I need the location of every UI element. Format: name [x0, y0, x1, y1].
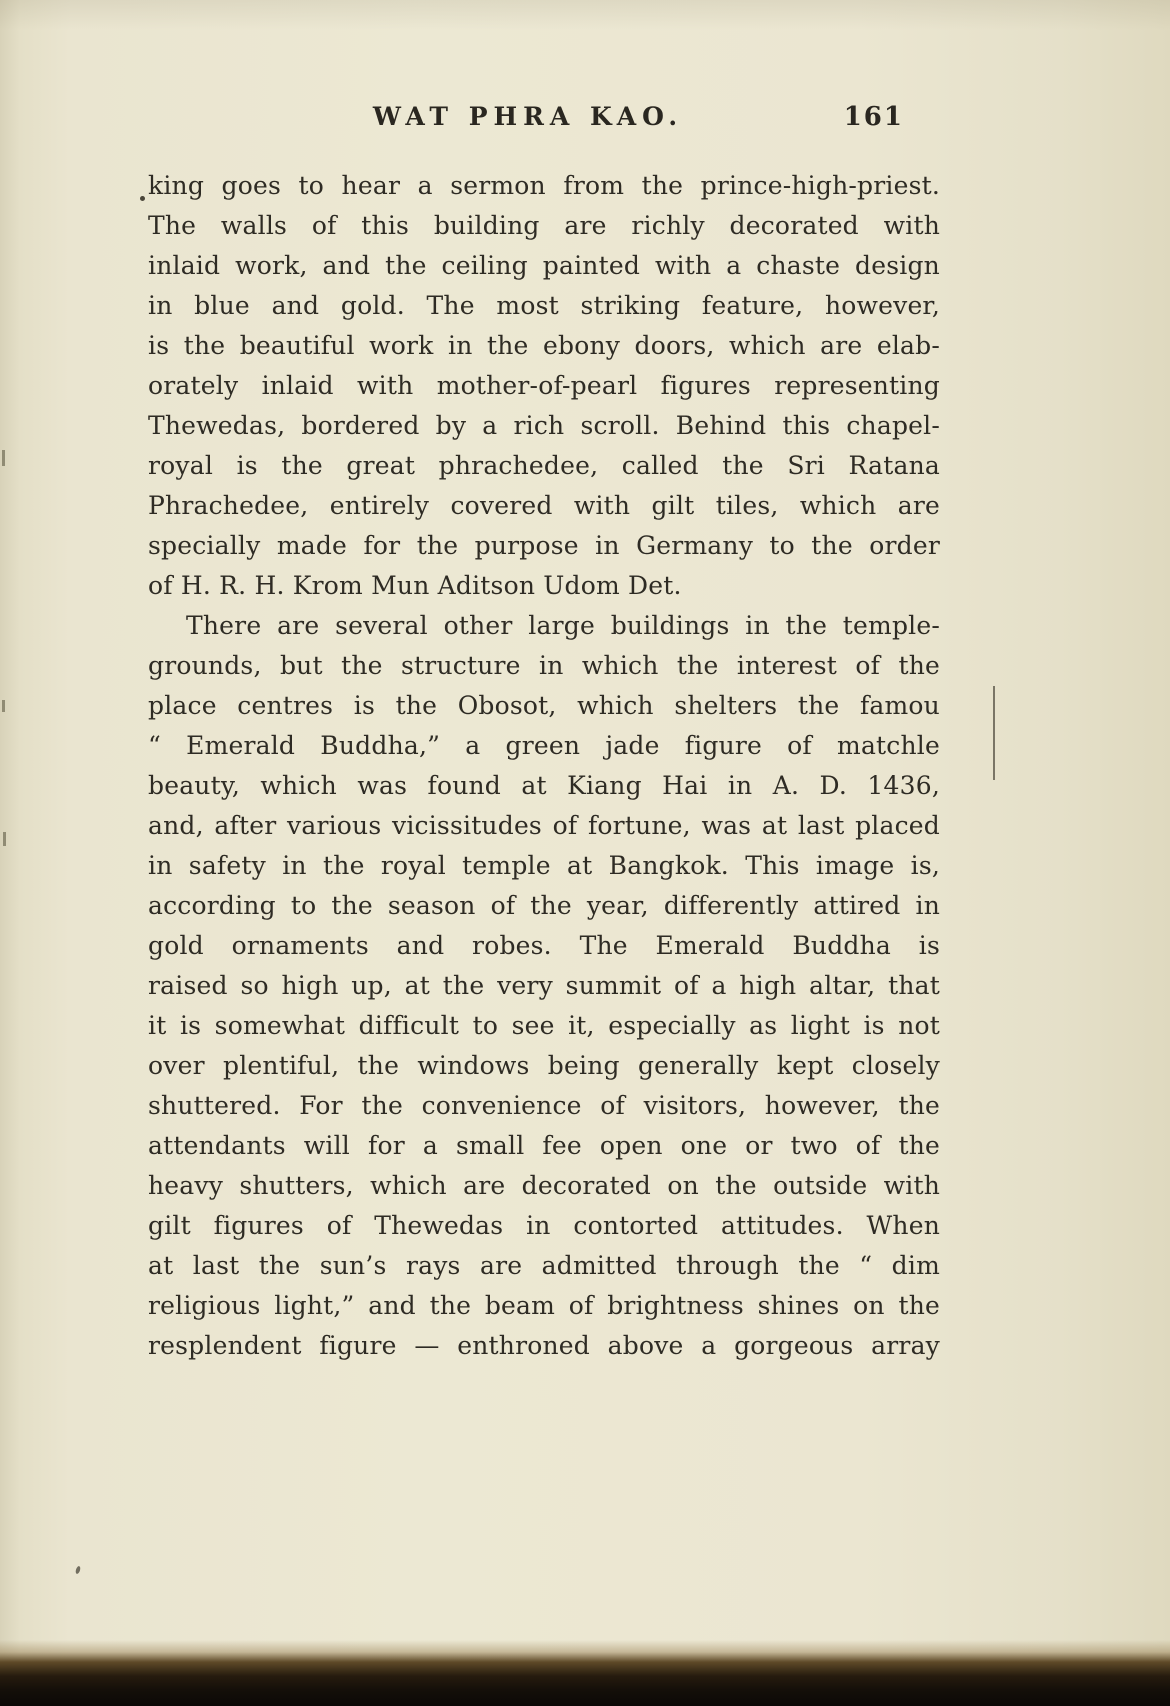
text-line: it is somewhat difficult to see it, especially as light is not	[148, 1011, 940, 1040]
text-line: shuttered. For the convenience of visitors, however, the	[148, 1091, 940, 1120]
text-line: orately inlaid with mother-of-pearl figures representing	[148, 371, 940, 400]
text-line: royal is the great phrachedee, called the Sri Ratana	[148, 451, 940, 480]
text-line: over plentiful, the windows being generally kept closely	[148, 1051, 940, 1080]
text-line: The walls of this building are richly decorated with	[148, 211, 940, 240]
scan-bottom-edge	[0, 1640, 1170, 1706]
running-header: WAT PHRA KAO.	[372, 102, 684, 131]
scan-artifact	[3, 832, 6, 846]
text-line: of H. R. H. Krom Mun Aditson Udom Det.	[148, 571, 682, 600]
scan-artifact-page-edge	[993, 686, 995, 780]
page-header	[148, 102, 940, 142]
text-line: “ Emerald Buddha,” a green jade figure of matchle	[148, 731, 940, 760]
text-line: gold ornaments and robes. The Emerald Buddha is	[148, 931, 940, 960]
scan-artifact	[2, 450, 5, 466]
scan-artifact	[75, 1566, 81, 1575]
text-line: in blue and gold. The most striking feature, however,	[148, 291, 940, 320]
text-line: king goes to hear a sermon from the prince-high-priest.	[148, 171, 940, 200]
text-line: religious light,” and the beam of brightness shines on the	[148, 1291, 940, 1320]
text-line: specially made for the purpose in Germany to the order	[148, 531, 940, 560]
page-number: 161	[843, 102, 904, 132]
text-line: There are several other large buildings in the temple-	[186, 611, 940, 640]
text-line: beauty, which was found at Kiang Hai in A. D. 1436,	[148, 771, 940, 800]
text-line: attendants will for a small fee open one or two of the	[148, 1131, 940, 1160]
text-block	[148, 166, 940, 1366]
text-line: is the beautiful work in the ebony doors, which are elab-	[148, 331, 940, 360]
text-line: Phrachedee, entirely covered with gilt tiles, which are	[148, 491, 940, 520]
text-line: heavy shutters, which are decorated on the outside with	[148, 1171, 940, 1200]
text-line: in safety in the royal temple at Bangkok. This image is,	[148, 851, 940, 880]
text-line: Thewedas, bordered by a rich scroll. Behind this chapel-	[148, 411, 940, 440]
text-line: place centres is the Obosot, which shelters the famou	[148, 691, 940, 720]
text-line: according to the season of the year, differently attired in	[148, 891, 940, 920]
text-line: and, after various vicissitudes of fortune, was at last placed	[148, 811, 940, 840]
text-line: grounds, but the structure in which the interest of the	[148, 651, 940, 680]
text-line: inlaid work, and the ceiling painted with a chaste design	[148, 251, 940, 280]
text-line: at last the sun’s rays are admitted through the “ dim	[148, 1251, 940, 1280]
scan-artifact	[140, 196, 145, 201]
text-line: raised so high up, at the very summit of a high altar, that	[148, 971, 940, 1000]
scan-artifact	[2, 700, 5, 712]
text-line: resplendent figure — enthroned above a gorgeous array	[148, 1331, 940, 1360]
text-line: gilt figures of Thewedas in contorted attitudes. When	[148, 1211, 940, 1240]
